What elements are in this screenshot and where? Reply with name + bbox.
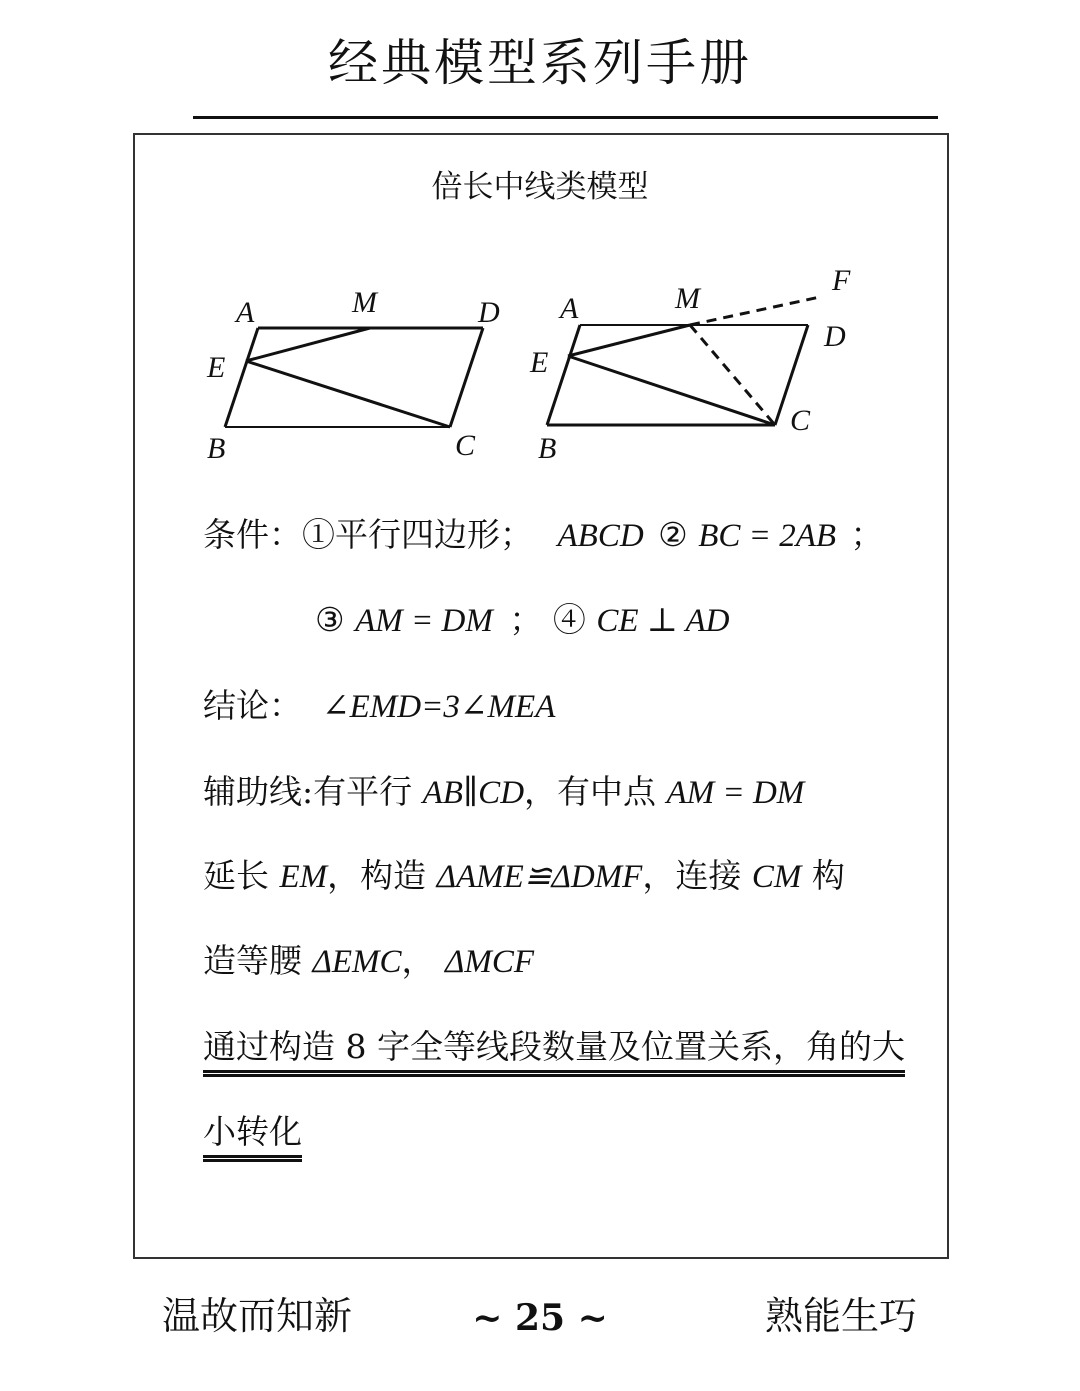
aux-2-math-3: CM — [751, 859, 802, 895]
fig2-segment-EC — [568, 356, 775, 425]
aux-line-2 — [203, 856, 845, 895]
condition-3-mark: ③ — [315, 600, 345, 639]
fig1-label-C: C — [455, 429, 476, 462]
fig2-label-E: E — [530, 346, 549, 379]
aux-2-text-b: ，构造 — [327, 856, 427, 895]
page-number: ~ 25 ~ — [472, 1297, 608, 1339]
conclusion-line — [203, 686, 556, 725]
condition-4-math: CE ⊥ AD — [596, 603, 730, 639]
fig1-segment-DC — [450, 328, 483, 427]
fig2-label-A: A — [560, 292, 579, 325]
fig2-label-D: D — [824, 320, 846, 353]
conclusion-label: 结论： — [203, 686, 302, 725]
aux-1-text-b: ，有中点 — [524, 772, 657, 811]
fig2-segment-AB — [547, 325, 580, 425]
footer-right-motto: 熟能生巧 — [765, 1294, 918, 1338]
aux-3-text-b: ， — [401, 941, 435, 980]
aux-3-math-2: ΔMCF — [445, 944, 535, 980]
fig2-segment-EM — [568, 325, 690, 356]
fig1-label-M: M — [352, 286, 377, 319]
condition-3-math: AM = DM — [355, 603, 493, 639]
fig2-label-F: F — [832, 265, 851, 297]
fig2-label-M: M — [675, 282, 700, 315]
summary-line-2: 小转化 — [203, 1112, 302, 1151]
fig1-label-A: A — [236, 296, 255, 329]
model-title: 倍长中线类模型 — [431, 169, 649, 205]
fig1-segment-EC — [246, 361, 450, 427]
aux-1-text-a: 辅助线:有平行 — [203, 772, 413, 811]
condition-line-1 — [203, 515, 884, 554]
aux-2-text-d: 构 — [811, 856, 845, 895]
fig2-label-C: C — [790, 404, 811, 437]
aux-2-math-1: EM — [279, 859, 328, 895]
fig1-label-B: B — [207, 432, 226, 465]
figure-1 — [225, 328, 483, 427]
condition-sep-2: ； — [509, 600, 543, 639]
aux-2-text-a: 延长 — [203, 856, 269, 895]
fig1-segment-AB — [225, 328, 258, 427]
condition-1-math: ABCD — [557, 518, 644, 554]
condition-4-mark: ④ — [552, 600, 586, 639]
aux-2-math-2: ΔAME≌ΔDMF — [436, 859, 643, 895]
aux-3-math-1: ΔEMC — [312, 944, 402, 980]
summary-line-1: 通过构造 8 字全等线段数量及位置关系，角的大 — [203, 1027, 905, 1066]
condition-1-text: ①平行四边形； — [302, 515, 533, 554]
header-rule — [193, 116, 938, 119]
fig2-label-B: B — [538, 432, 557, 465]
conclusion-math: ∠EMD=3∠MEA — [322, 689, 556, 725]
figure-2 — [547, 297, 820, 425]
aux-line-3 — [203, 941, 535, 980]
page-title: 经典模型系列手册 — [328, 34, 752, 92]
condition-2-mark: ② — [658, 515, 688, 554]
aux-2-text-c: ，连接 — [642, 856, 742, 895]
aux-line-1 — [203, 772, 805, 811]
fig1-segment-EM — [246, 328, 370, 361]
fig1-label-D: D — [478, 296, 500, 329]
fig2-segment-MF — [690, 297, 820, 325]
condition-2-math: BC = 2AB — [698, 518, 837, 554]
aux-3-text-a: 造等腰 — [203, 941, 302, 980]
geometry-figures — [190, 265, 870, 475]
aux-1-math-1: AB∥CD — [422, 775, 525, 811]
aux-1-math-2: AM = DM — [666, 775, 805, 811]
condition-label: 条件： — [203, 515, 302, 554]
footer-left-motto: 温故而知新 — [162, 1294, 353, 1338]
fig1-label-E: E — [207, 351, 226, 384]
condition-sep-1: ； — [850, 515, 884, 554]
condition-line-2 — [315, 600, 730, 639]
